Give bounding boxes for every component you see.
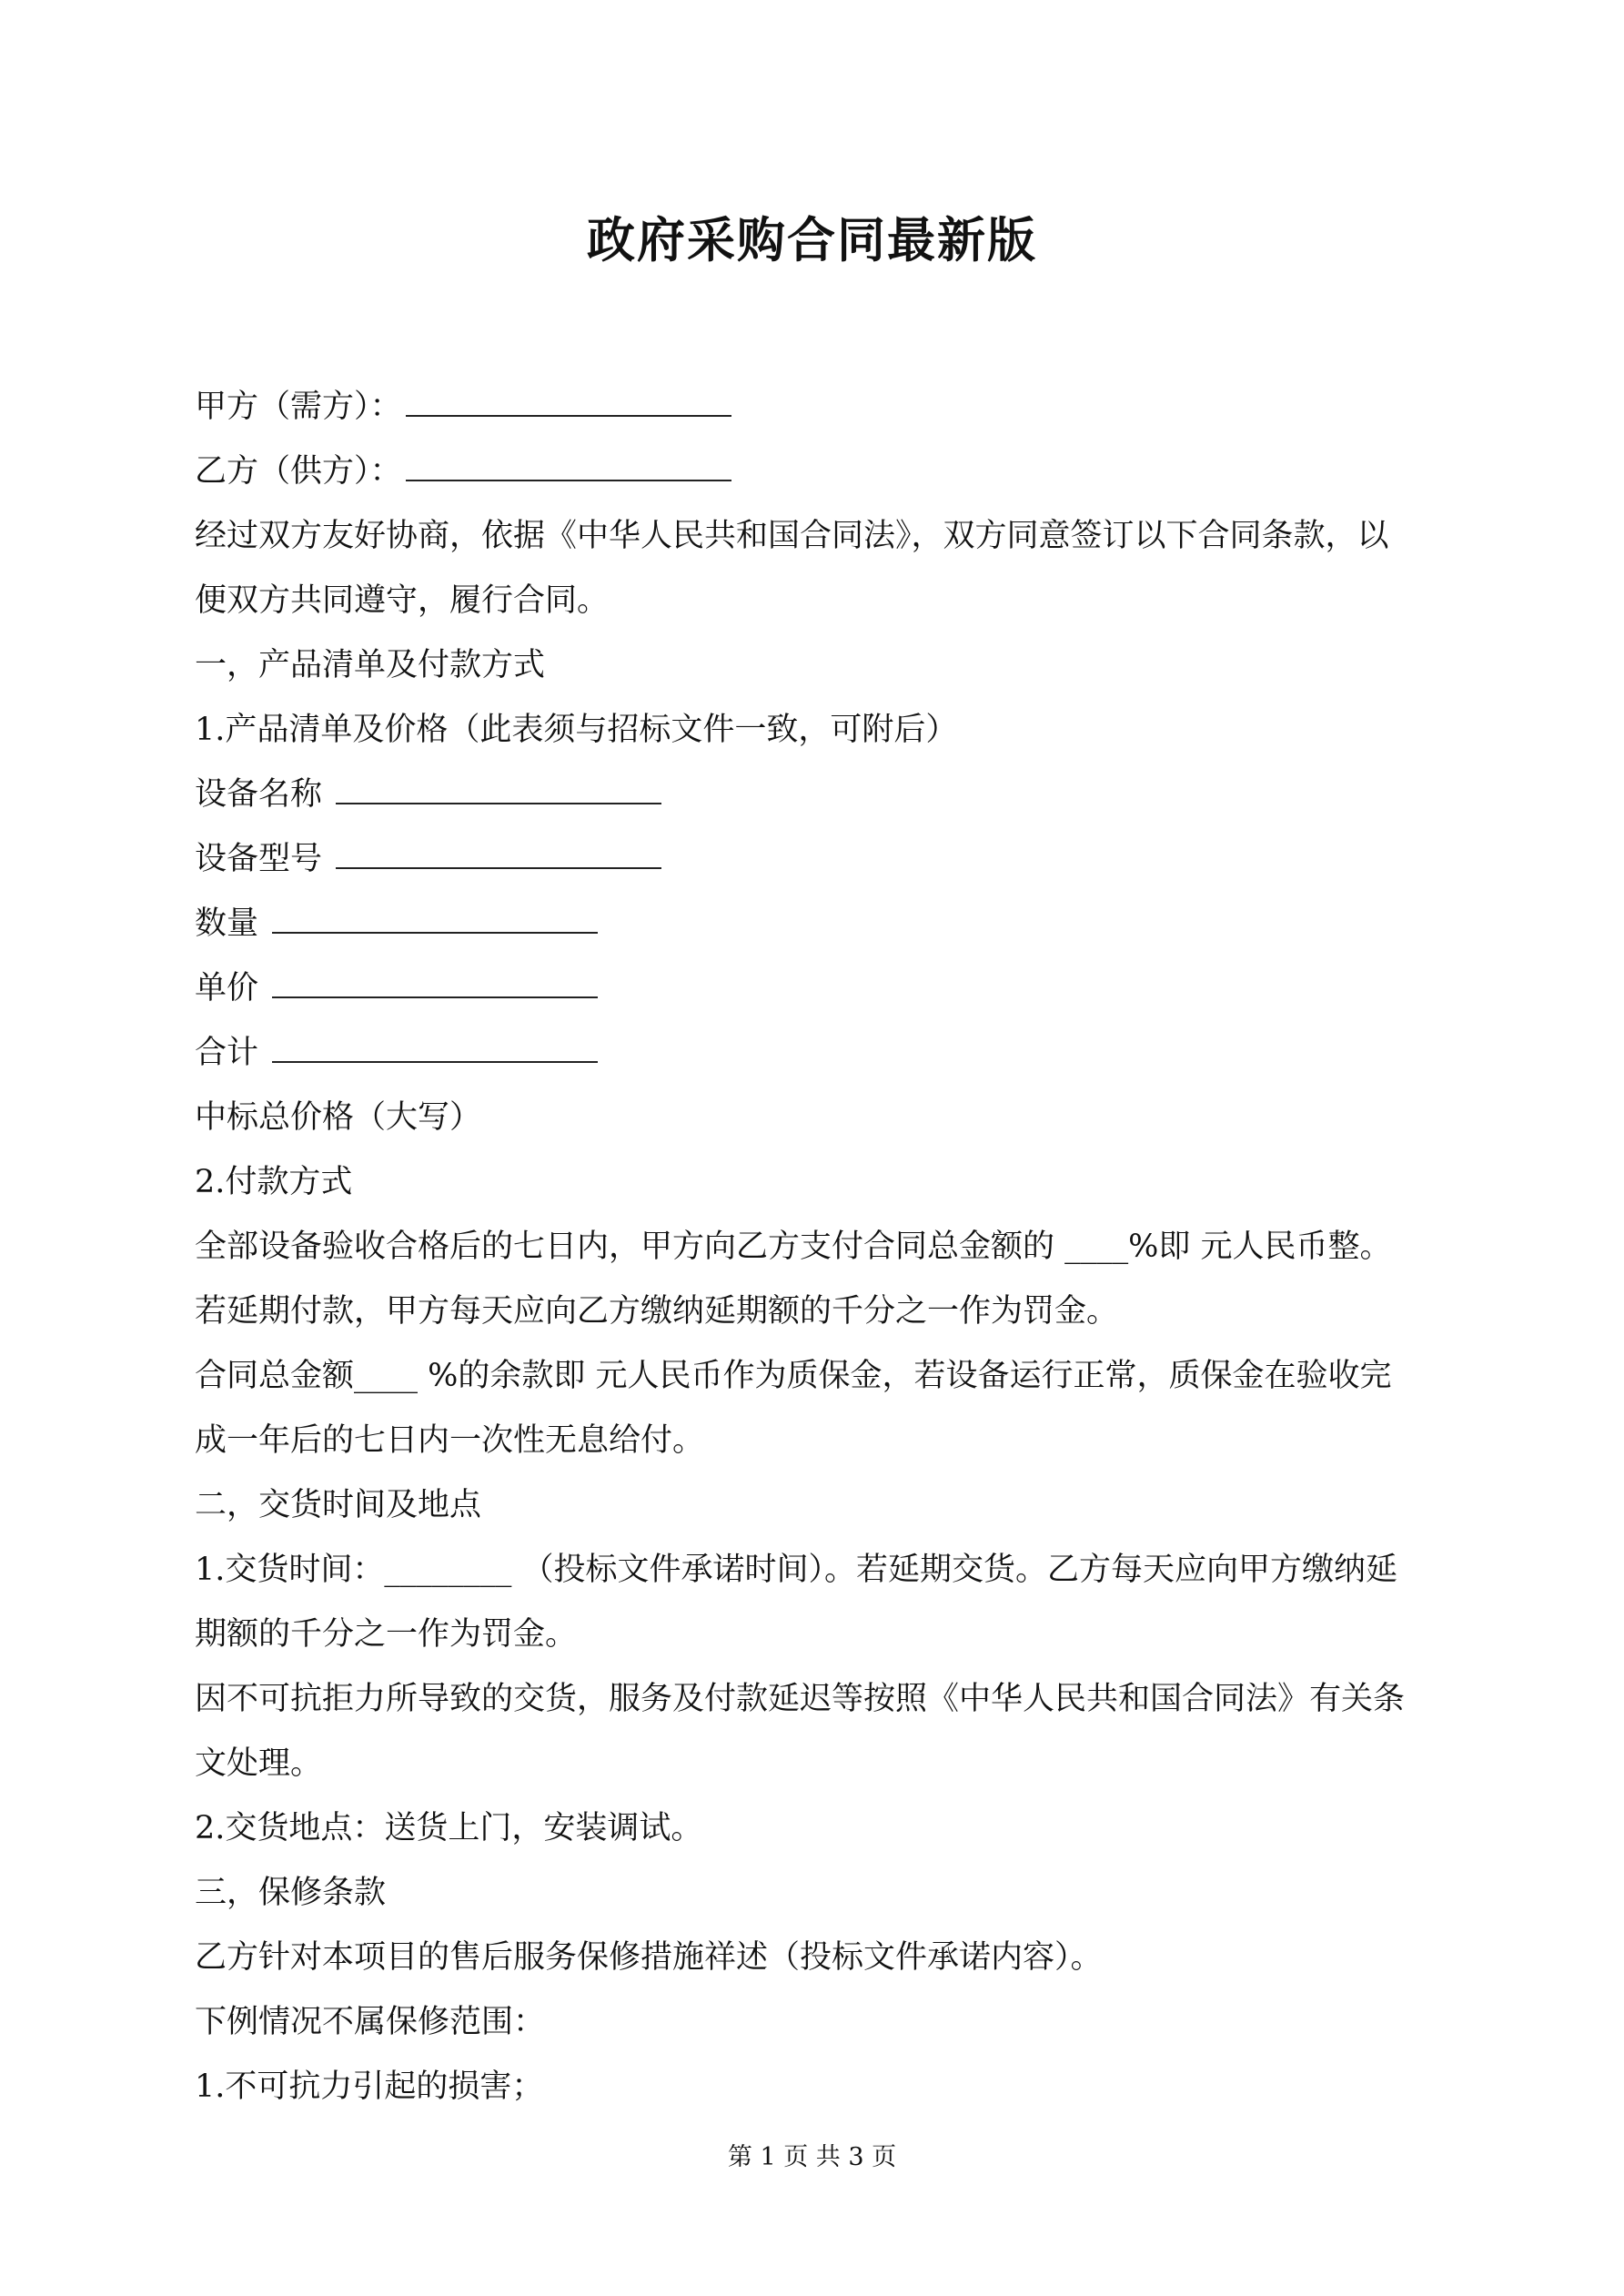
intro-line-1: 经过双方友好协商，依据《中华人民共和国合同法》，双方同意签订以下合同条款，以 <box>195 518 1389 554</box>
delivery-place: 2.交货地点：送货上门，安装调试。 <box>195 1810 703 1846</box>
field-unit-price-blank <box>272 969 598 998</box>
field-equipment-model-blank <box>336 840 661 869</box>
document-title: 政府采购合同最新版 <box>587 212 1037 268</box>
section-3-heading: 三，保修条款 <box>195 1875 387 1911</box>
item-1-1: 1.产品清单及价格（此表须与招标文件一致，可附后） <box>195 712 958 748</box>
delivery-line-2: 期额的千分之一作为罚金。 <box>195 1616 578 1653</box>
field-unit-price <box>195 956 1441 1021</box>
force-majeure-line-1: 因不可抗拒力所导致的交货，服务及付款延迟等按照《中华人民共和国合同法》有关条 <box>195 1681 1406 1717</box>
page-footer: 第 1 页 共 3 页 <box>727 2143 897 2171</box>
document-body <box>195 375 1441 2119</box>
warranty-description: 乙方针对本项目的售后服务保修措施祥述（投标文件承诺内容）。 <box>195 1939 1103 1976</box>
force-majeure-line-2: 文处理。 <box>195 1745 323 1782</box>
field-total-label: 合计 <box>195 1035 259 1071</box>
party-a-label: 甲方（需方）： <box>195 389 402 425</box>
field-unit-price-label: 单价 <box>195 970 259 1006</box>
section-2-heading: 二，交货时间及地点 <box>195 1487 482 1523</box>
item-1-2: 2.付款方式 <box>195 1164 353 1200</box>
party-a-line <box>195 375 1441 440</box>
exclusion-item-1: 1.不可抗力引起的损害； <box>195 2068 544 2105</box>
bid-total-price: 中标总价格（大写） <box>195 1099 482 1136</box>
field-quantity-label: 数量 <box>195 905 259 942</box>
field-total-blank <box>272 1034 598 1063</box>
party-a-blank <box>406 388 731 417</box>
payment-line-2: 若延期付款，甲方每天应向乙方缴纳延期额的千分之一作为罚金。 <box>195 1293 1119 1330</box>
field-equipment-name-blank <box>336 775 661 804</box>
field-equipment-name <box>195 763 1441 827</box>
exclusion-title: 下例情况不属保修范围： <box>195 2004 546 2040</box>
field-equipment-model-label: 设备型号 <box>195 841 323 877</box>
section-1-heading: 一，产品清单及付款方式 <box>195 647 546 683</box>
payment-line-3: 合同总金额____ %的余款即 元人民币作为质保金，若设备运行正常，质保金在验收完 <box>195 1358 1392 1394</box>
field-quantity <box>195 892 1441 956</box>
party-b-line <box>195 440 1441 504</box>
payment-line-1: 全部设备验收合格后的七日内，甲方向乙方支付合同总金额的 ____%即 元人民币整。 <box>195 1229 1392 1265</box>
field-quantity-blank <box>272 905 598 934</box>
party-b-blank <box>406 452 731 481</box>
field-equipment-model <box>195 827 1441 892</box>
payment-line-4: 成一年后的七日内一次性无息给付。 <box>195 1422 705 1459</box>
delivery-line-1: 1.交货时间：________ （投标文件承诺时间）。若延期交货。乙方每天应向甲方缴纳延 <box>195 1552 1398 1588</box>
field-equipment-name-label: 设备名称 <box>195 776 323 813</box>
field-total <box>195 1021 1441 1086</box>
intro-line-2: 便双方共同遵守，履行合同。 <box>195 582 610 619</box>
party-b-label: 乙方（供方）： <box>195 453 402 490</box>
